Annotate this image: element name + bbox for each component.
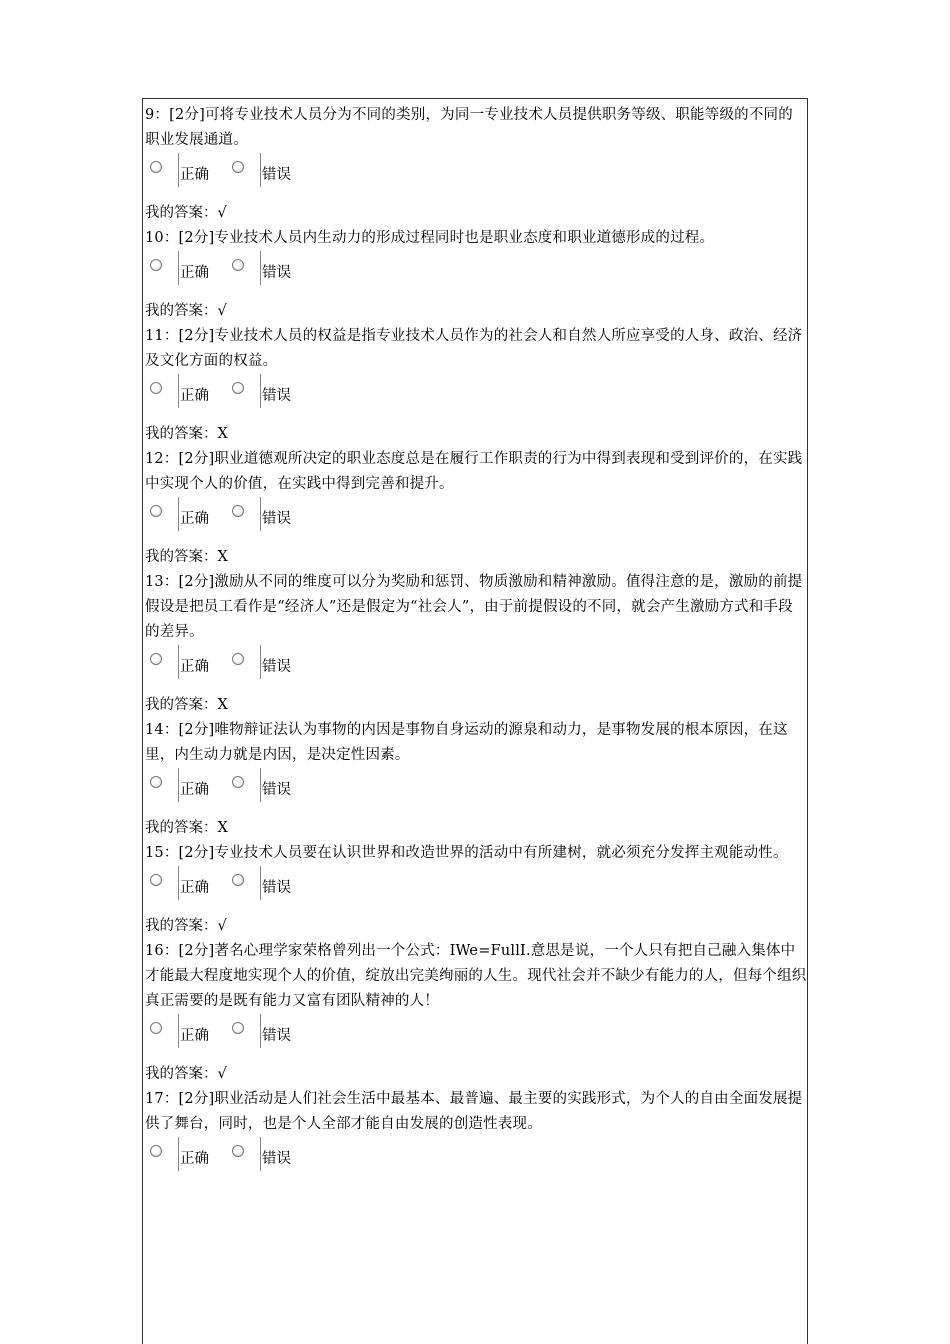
option-divider [260, 1014, 261, 1048]
question-text: 12：[2分]职业道德观所决定的职业态度总是在履行工作职责的行为中得到表现和受到评价的，在实践中实现个人的价值，在实践中得到完善和提升。 [145, 451, 803, 492]
option-label-wrong[interactable]: 错误 [262, 880, 291, 896]
my-answer: 我的答案：X [145, 549, 228, 565]
option-divider [178, 645, 179, 679]
option-divider [178, 153, 179, 187]
radio-correct[interactable] [150, 382, 162, 394]
answer-options [145, 497, 807, 545]
option-divider [260, 1137, 261, 1171]
option-label-wrong[interactable]: 错误 [262, 265, 291, 281]
question-text: 14：[2分]唯物辩证法认为事物的内因是事物自身运动的源泉和动力，是事物发展的根本原因，在这里，内生动力就是内因，是决定性因素。 [145, 722, 788, 763]
question-text: 15：[2分]专业技术人员要在认识世界和改造世界的活动中有所建树，就必须充分发挥主观能动性。 [145, 845, 788, 861]
option-label-wrong[interactable]: 错误 [262, 1028, 291, 1044]
radio-wrong[interactable] [232, 259, 244, 271]
radio-wrong[interactable] [232, 776, 244, 788]
option-label-wrong[interactable]: 错误 [262, 388, 291, 404]
my-answer: 我的答案：X [145, 426, 228, 442]
question-item [145, 1087, 807, 1185]
question-item [145, 447, 807, 570]
answer-options [145, 1137, 807, 1185]
option-label-wrong[interactable]: 错误 [262, 167, 291, 183]
radio-wrong[interactable] [232, 874, 244, 886]
option-label-correct[interactable]: 正确 [180, 880, 209, 896]
option-label-wrong[interactable]: 错误 [262, 1151, 291, 1167]
option-label-correct[interactable]: 正确 [180, 388, 209, 404]
option-divider [178, 1014, 179, 1048]
question-item [145, 324, 807, 447]
question-item [145, 939, 807, 1087]
option-divider [260, 251, 261, 285]
answer-options [145, 251, 807, 299]
question-panel [142, 98, 808, 1344]
option-divider [260, 768, 261, 802]
option-divider [260, 153, 261, 187]
radio-wrong[interactable] [232, 1022, 244, 1034]
my-answer: 我的答案：√ [145, 1066, 227, 1082]
my-answer: 我的答案：√ [145, 918, 227, 934]
question-text: 17：[2分]职业活动是人们社会生活中最基本、最普遍、最主要的实践形式，为个人的自由全面发展提供了舞台，同时，也是个人全部才能自由发展的创造性表现。 [145, 1091, 803, 1132]
radio-correct[interactable] [150, 874, 162, 886]
question-text: 9：[2分]可将专业技术人员分为不同的类别，为同一专业技术人员提供职务等级、职能等级的不同的职业发展通道。 [145, 107, 793, 148]
question-text: 10：[2分]专业技术人员内生动力的形成过程同时也是职业态度和职业道德形成的过程。 [145, 230, 715, 246]
question-item [145, 570, 807, 718]
option-divider [260, 497, 261, 531]
option-label-correct[interactable]: 正确 [180, 659, 209, 675]
option-divider [178, 768, 179, 802]
option-divider [260, 645, 261, 679]
answer-options [145, 768, 807, 816]
option-label-wrong[interactable]: 错误 [262, 782, 291, 798]
radio-correct[interactable] [150, 776, 162, 788]
radio-wrong[interactable] [232, 653, 244, 665]
option-label-correct[interactable]: 正确 [180, 511, 209, 527]
option-divider [178, 374, 179, 408]
option-label-correct[interactable]: 正确 [180, 1151, 209, 1167]
option-label-correct[interactable]: 正确 [180, 1028, 209, 1044]
option-divider [178, 1137, 179, 1171]
answer-options [145, 645, 807, 693]
option-divider [178, 866, 179, 900]
question-text: 13：[2分]激励从不同的维度可以分为奖励和惩罚、物质激励和精神激励。值得注意的是，激励的前提假设是把员工看作是“经济人”还是假定为“社会人”，由于前提假设的不同，就会产生激励方式和手段的差异。 [145, 574, 803, 640]
radio-wrong[interactable] [232, 1145, 244, 1157]
option-divider [178, 497, 179, 531]
my-answer: 我的答案：X [145, 820, 228, 836]
option-divider [260, 866, 261, 900]
option-label-correct[interactable]: 正确 [180, 167, 209, 183]
radio-correct[interactable] [150, 653, 162, 665]
question-list [145, 103, 807, 1185]
my-answer: 我的答案：√ [145, 303, 227, 319]
radio-correct[interactable] [150, 1145, 162, 1157]
answer-options [145, 374, 807, 422]
question-item [145, 841, 807, 939]
radio-wrong[interactable] [232, 505, 244, 517]
answer-options [145, 1014, 807, 1062]
radio-correct[interactable] [150, 259, 162, 271]
radio-wrong[interactable] [232, 382, 244, 394]
radio-correct[interactable] [150, 505, 162, 517]
option-label-correct[interactable]: 正确 [180, 782, 209, 798]
question-item [145, 103, 807, 226]
option-label-correct[interactable]: 正确 [180, 265, 209, 281]
radio-wrong[interactable] [232, 161, 244, 173]
option-divider [260, 374, 261, 408]
answer-options [145, 866, 807, 914]
question-item [145, 718, 807, 841]
radio-correct[interactable] [150, 161, 162, 173]
option-divider [178, 251, 179, 285]
question-text: 16：[2分]著名心理学家荣格曾列出一个公式：IWe=FullI.意思是说，一个人只有把自己融入集体中才能最大程度地实现个人的价值，绽放出完美绚丽的人生。现代社会并不缺少有能力的人，但每个组织真正需要的是既有能力又富有团队精神的人！ [145, 943, 807, 1009]
my-answer: 我的答案：√ [145, 205, 227, 221]
option-label-wrong[interactable]: 错误 [262, 659, 291, 675]
option-label-wrong[interactable]: 错误 [262, 511, 291, 527]
answer-options [145, 153, 807, 201]
question-item [145, 226, 807, 324]
question-text: 11：[2分]专业技术人员的权益是指专业技术人员作为的社会人和自然人所应享受的人身、政治、经济及文化方面的权益。 [145, 328, 803, 369]
radio-correct[interactable] [150, 1022, 162, 1034]
my-answer: 我的答案：X [145, 697, 228, 713]
